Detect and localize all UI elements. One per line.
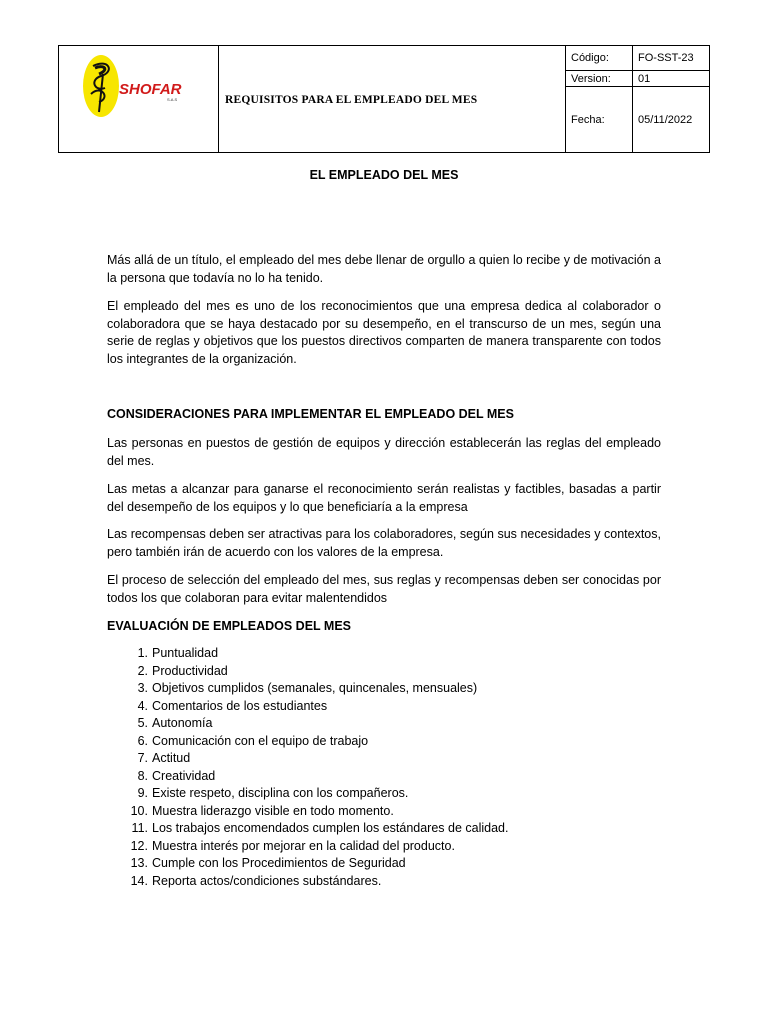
version-value: 01 [633,71,710,87]
version-label: Version: [566,71,633,87]
code-value: FO-SST-23 [633,46,710,71]
consideration-paragraph-4: El proceso de selección del empleado del mes, sus reglas y recompensas deben ser conocidas por todos los que colaboran para evitar malentendidos [107,573,661,605]
list-item [128,855,648,873]
list-item-text: Los trabajos encomendados cumplen los estándares de calidad. [152,821,509,835]
list-item-number: 12. [130,838,148,853]
list-item [128,838,648,856]
list-item-number: 1. [137,646,148,660]
list-item [128,820,648,838]
code-label: Código: [566,46,633,71]
document-title: EL EMPLEADO DEL MES [309,168,459,182]
list-item [128,873,648,891]
list-item [128,750,648,768]
consideration-paragraph-1: Las personas en puestos de gestión de equipos y dirección establecerán las reglas del empleado del mes. [107,436,661,468]
list-item [128,768,648,786]
list-item-number: 14. [130,873,148,888]
list-item-number: 8. [137,768,148,783]
evaluation-list [128,645,648,890]
list-item-text: Comentarios de los estudiantes [152,698,328,713]
list-item-number: 11. [131,821,148,835]
list-item-text: Puntualidad [152,646,219,660]
shofar-logo [81,54,201,118]
logo-wordmark: SHOFAR [119,81,182,98]
list-item-text: Actitud [152,751,191,765]
intro-paragraph-1: Más allá de un título, el empleado del mes debe llenar de orgullo a quien lo recibe y de motivación a la persona que todavía no lo ha tenido. [107,253,661,285]
list-item [128,803,648,821]
list-item-number: 6. [137,733,148,748]
list-item-text: Autonomía [152,716,213,730]
list-item-number: 3. [137,681,148,695]
list-item-number: 5. [137,716,148,730]
header-table [58,45,710,153]
list-item-text: Comunicación con el equipo de trabajo [152,733,369,748]
list-item-text: Muestra liderazgo visible en todo momento. [152,803,394,818]
list-item [128,733,648,751]
consideration-paragraph-3: Las recompensas deben ser atractivas para los colaboradores, según sus necesidades y contextos, pero también irán de acuerdo con los valores de la empresa. [107,527,661,559]
list-item [128,680,648,698]
date-label: Fecha: [566,87,633,153]
list-item [128,785,648,803]
list-item-number: 2. [137,663,148,678]
logo-cell [59,46,219,153]
list-item [128,663,648,681]
list-item-text: Reporta actos/condiciones substándares. [152,873,382,888]
document-header-title-cell [219,46,566,153]
list-item-number: 13. [130,856,148,870]
evaluation-heading: EVALUACIÓN DE EMPLEADOS DEL MES [107,619,352,633]
logo-subtext: S.A.S [167,97,178,102]
document-header-title: REQUISITOS PARA EL EMPLEADO DEL MES [225,94,478,106]
list-item-number: 10. [130,803,148,818]
list-item [128,698,648,716]
list-item-text: Objetivos cumplidos (semanales, quincenales, mensuales) [152,681,478,695]
list-item-text: Muestra interés por mejorar en la calidad del producto. [152,838,455,853]
intro-paragraph-2: El empleado del mes es uno de los reconocimientos que una empresa dedica al colaborador o colaboradora que se haya destacado por su desempeño, en el transcurso de un mes, según una serie de reglas y objetivos que los puestos directivos comparten de manera transparente con todos los integrantes de la organización. [107,299,661,366]
considerations-heading: CONSIDERACIONES PARA IMPLEMENTAR EL EMPLEADO DEL MES [107,407,514,421]
list-item-number: 9. [137,786,148,800]
list-item-number: 4. [137,698,148,713]
list-item-text: Creatividad [152,768,216,783]
date-value: 05/11/2022 [633,87,710,153]
list-item [128,645,648,663]
list-item-text: Productividad [152,663,228,678]
list-item [128,715,648,733]
list-item-text: Existe respeto, disciplina con los compañeros. [152,786,409,800]
consideration-paragraph-2: Las metas a alcanzar para ganarse el reconocimiento serán realistas y factibles, basadas a partir del desempeño de los equipos y lo que beneficiaría a la empresa [107,482,661,514]
list-item-number: 7. [137,751,148,765]
list-item-text: Cumple con los Procedimientos de Seguridad [152,856,406,870]
